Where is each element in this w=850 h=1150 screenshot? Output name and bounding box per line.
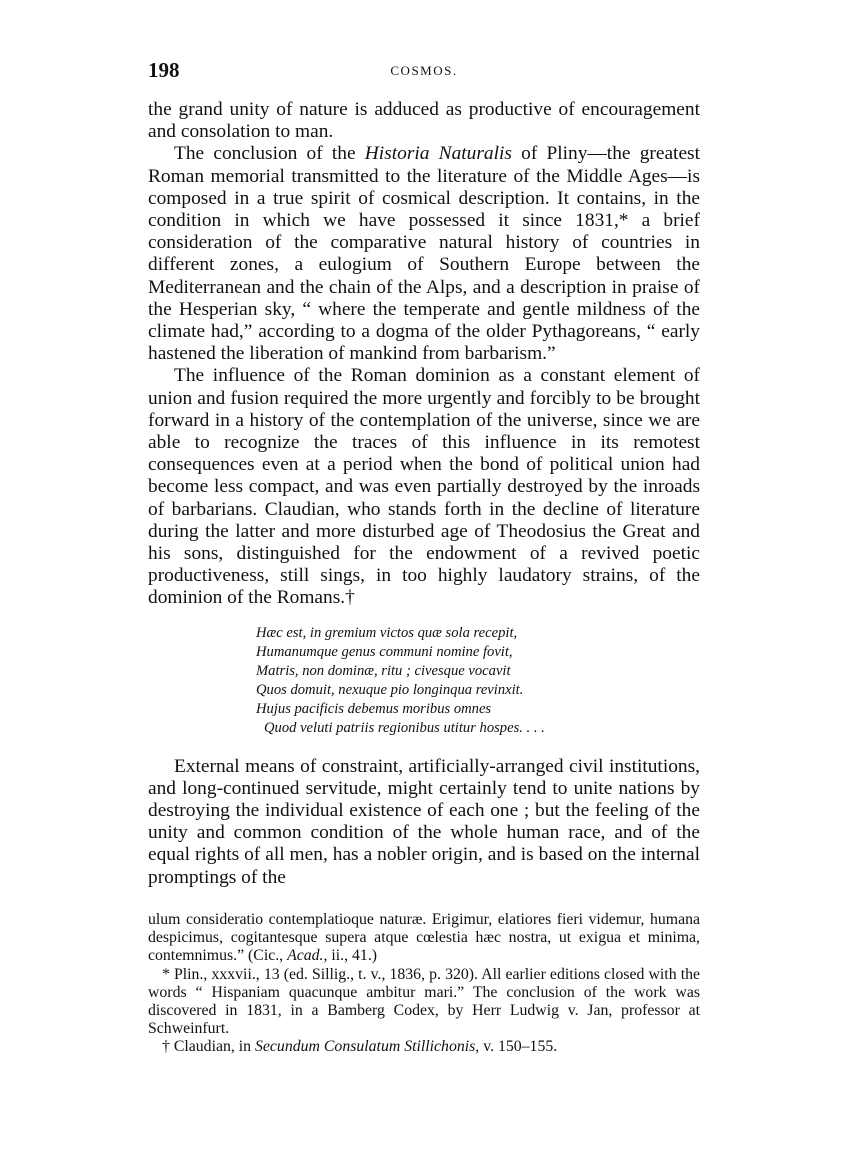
main-text [148,99,700,889]
paragraph-pliny [148,143,700,365]
verse-line: Hujus pacificis debemus moribus omnes [256,700,492,717]
paragraph-external-means: External means of constraint, artificially-arranged civil institutions, and long-continued servitude, might certainly tend to unite nations by destroying the individual existence of each one ; but the feeling of the unity and common condition of the whole human race, and of the equal rights of all men, has a nobler origin, and is based on the internal promptings of the [148,755,700,888]
footnote-dagger-end: , v. 150–155. [475,1038,558,1056]
work-title: Historia Naturalis [364,143,512,165]
paragraph-pliny-rest: of Pliny—the greatest Roman memorial transmitted to the literature of the Middle Ages—is composed in a true spirit of cosmical description. It contains, in the condition in which we have possessed it since 1831,* a brief consideration of the comparative natural history of countries in different zones, a eulogium of Southern Europe between the Mediterranean and the chain of the Alps, and a description in praise of the Hesperian sky, “ where the temperate and gentle mildness of the climate had,” according to a dogma of the older Pythagoreans, “ early hastened the liberation of mankind from barbarism.” [148,143,700,365]
paragraph-roman-dominion: The influence of the Roman dominion as a constant element of union and fusion required the more urgently and forcibly to be brought forward in a history of the contemplation of the universe, since we are able to recognize the traces of this influence in its remotest consequences even at a period when the bond of political union had become less compact, and was even partially destroyed by the inroads of barbarians. Claudian, who stands forth in the decline of literature during the latter and more disturbed age of Theodosius the Great and his sons, distinguished for the endowment of a revived poetic productiveness, still sings, in too highly laudatory strains, of the dominion of the Romans.† [148,365,700,609]
footnote-continued [148,911,700,966]
footnote-asterisk: * Plin., xxxvii., 13 (ed. Sillig., t. v., 1836, p. 320). All earlier editions closed with the words “ Hispaniam quacunque ambitur mari.” The conclusion of the work was discovered in 1831, in a Bamberg Codex, by Herr Ludwig v. Jan, professor at Schweinfurt. [148,965,700,1038]
footnote-continued-text: ulum consideratio contemplatioque naturæ. Erigimur, elatiores fieri videmur, humana despicimus, cogitantesque supera atque cœlestia hæc nostra, ut exigua et minima, contemnimus.” (Cic., [148,910,700,965]
verse-line: Quos domuit, nexuque pio longinqua revinxit. [256,681,524,698]
verse-line: Humanumque genus communi nomine fovit, [256,643,513,660]
page-header [148,58,700,88]
paragraph-pliny-lead: The conclusion of the [174,143,365,165]
book-page [148,58,700,1057]
verse-line: Hæc est, in gremium victos quæ sola recepit, [256,624,518,641]
claudian-verse [256,624,700,738]
footnote-continued-end: , ii., 41.) [323,947,378,965]
footnote-dagger-lead: † Claudian, in [162,1038,256,1056]
verse-line: Quod veluti patriis regionibus utitur hospes. . . . [264,719,545,736]
footnotes [148,911,700,1057]
paragraph-continued: the grand unity of nature is adduced as productive of encouragement and consolation to man. [148,99,700,143]
running-head: COSMOS. [390,63,458,78]
footnote-citation-title: Acad. [287,947,324,965]
footnote-dagger-title: Secundum Consulatum Stillichonis [255,1038,476,1056]
verse-line: Matris, non dominæ, ritu ; civesque vocavit [256,662,511,679]
footnote-dagger [148,1038,700,1056]
page-number: 198 [148,58,180,82]
